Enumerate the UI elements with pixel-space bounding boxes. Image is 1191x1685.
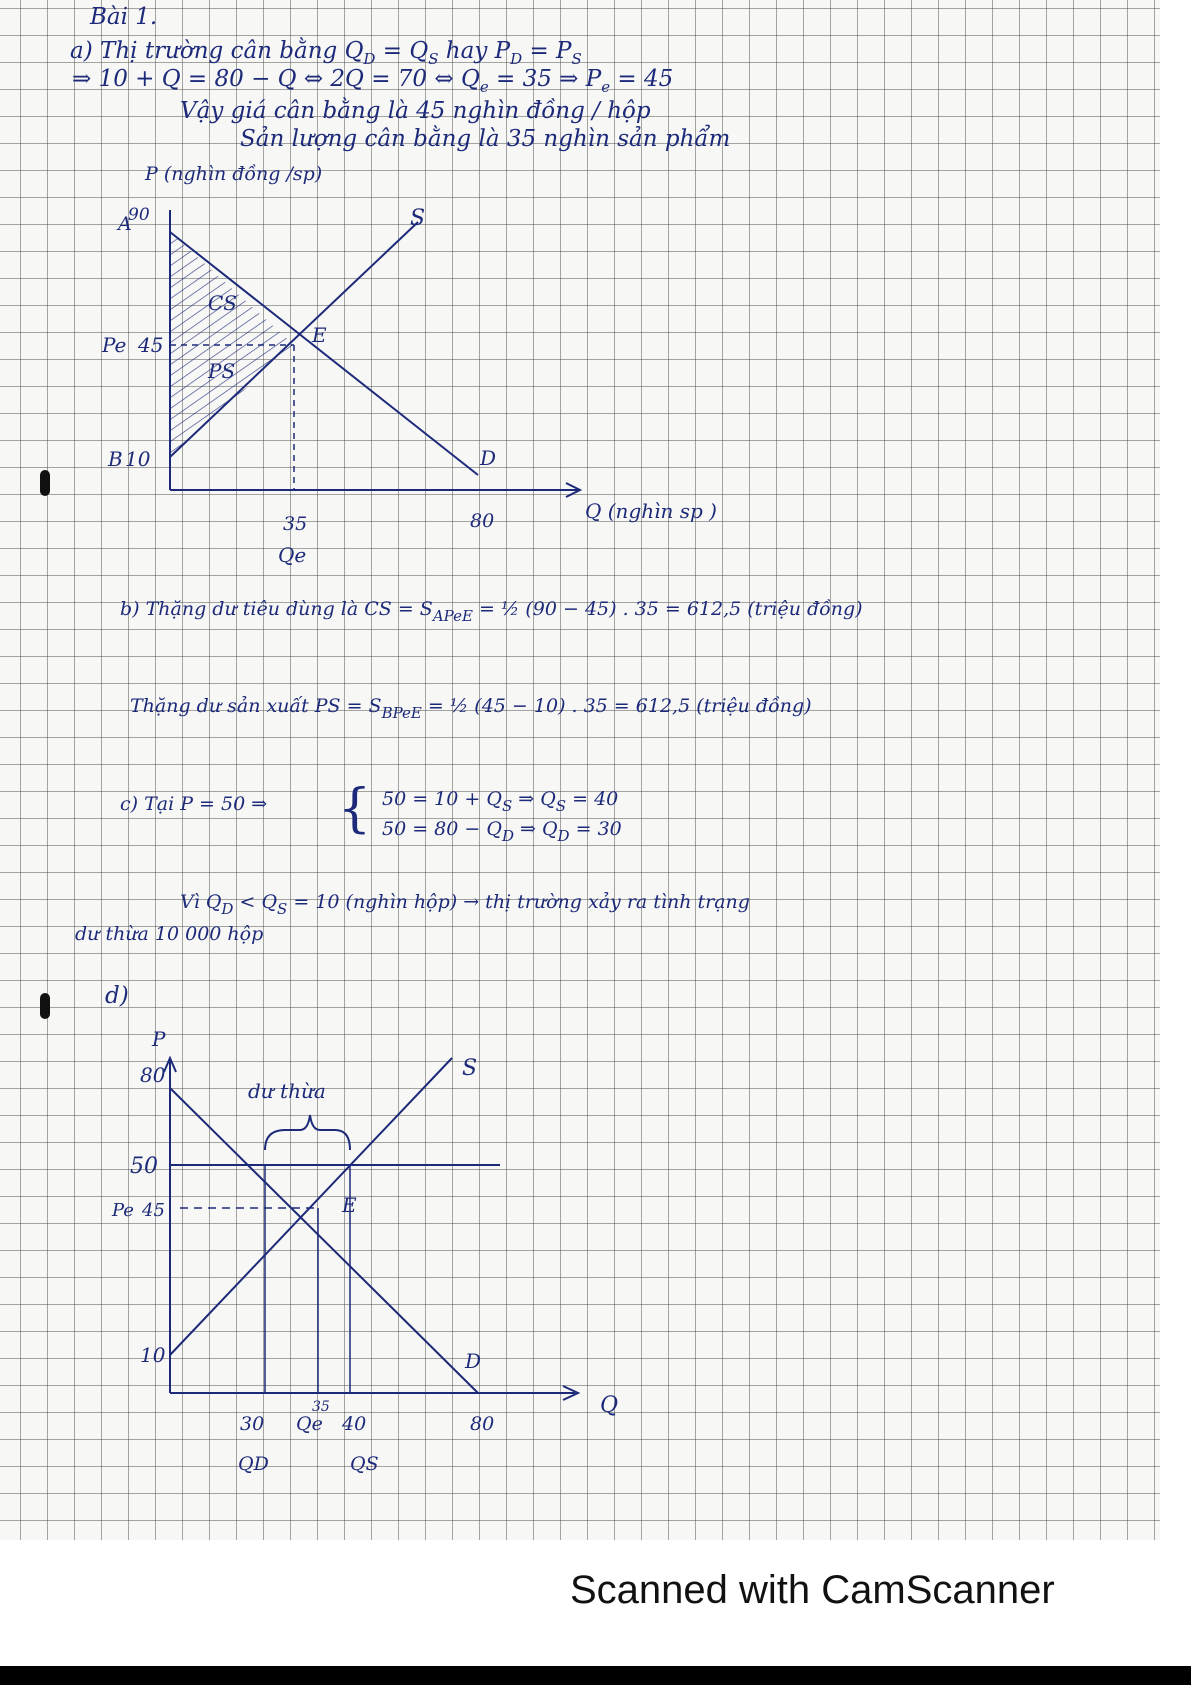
tick-80: 80 — [470, 510, 495, 532]
q-qe: Qe — [296, 1413, 323, 1435]
tick-45: 45 — [142, 1200, 165, 1221]
supply-label: S — [462, 1056, 478, 1081]
p-axis-label: P — [152, 1027, 166, 1051]
punch-hole — [40, 993, 50, 1019]
equilibrium-graph — [80, 150, 800, 570]
part-c-surplus: dư thừa 10 000 hộp — [75, 923, 264, 945]
demand-label: D — [480, 446, 497, 470]
surplus-brace — [265, 1115, 350, 1150]
part-a-price-conclusion: Vậy giá cân bằng là 45 nghìn đồng / hộp — [180, 98, 651, 124]
part-b-cs: b) Thặng dư tiêu dùng là CS = $S_{APeE}$ = ½ (90 − 45) . 35 = 612,5 (triệu đồng) — [120, 598, 863, 625]
tick-35: 35 — [283, 513, 308, 535]
part-c-intro: c) Tại P = 50 ⇒ — [120, 793, 268, 815]
tick-50: 50 — [130, 1154, 158, 1179]
system-brace: { — [338, 779, 372, 839]
q-30: 30 — [240, 1413, 265, 1435]
qd-label: QD — [238, 1453, 269, 1475]
scanner-watermark: Scanned with CamScanner — [570, 1568, 1055, 1612]
part-a-quantity-conclusion: Sản lượng cân bằng là 35 nghìn sản phẩm — [240, 126, 731, 152]
qe-label: Qe — [278, 543, 307, 567]
supply-label: S — [410, 206, 426, 231]
tick-80: 80 — [140, 1063, 166, 1087]
demand-label: D — [465, 1349, 482, 1373]
consumer-surplus-area — [170, 232, 294, 345]
tick-pe: Pe — [102, 333, 127, 357]
punch-hole — [40, 470, 50, 496]
ps-label: PS — [208, 359, 236, 383]
point-b-label: B — [108, 447, 123, 471]
cs-label: CS — [208, 291, 238, 315]
tick-45: 45 — [138, 333, 164, 357]
tick-10: 10 — [125, 447, 151, 471]
surplus-label: dư thừa — [248, 1079, 326, 1103]
bottom-bar — [0, 1666, 1191, 1685]
tick-pe: Pe — [112, 1200, 134, 1221]
tick-90: 90 — [128, 205, 150, 225]
price-floor-graph — [100, 1010, 640, 1490]
qs-label: QS — [350, 1453, 379, 1475]
equilibrium-label: E — [342, 1193, 357, 1217]
exercise-title: Bài 1. — [90, 4, 158, 30]
q-40: 40 — [342, 1413, 367, 1435]
equilibrium-label: E — [312, 323, 327, 347]
part-a-line1: a) Thị trường cân bằng $Q_D = Q_S$ hay $P_D = P_S$ — [70, 38, 582, 68]
part-c-conclusion: Vì $Q_D < Q_S = 10$ (nghìn hộp) → thị trường xảy ra tình trạng — [180, 891, 750, 918]
q-80: 80 — [470, 1413, 495, 1435]
p-axis-label: P (nghìn đồng /sp) — [145, 163, 323, 185]
q-axis-label: Q — [600, 1393, 619, 1418]
q-35: 35 — [312, 1399, 330, 1415]
part-c-supply-eq: $50 = 10 + Q_S$ ⇒ $Q_S = 40$ — [382, 788, 619, 815]
part-a-line2: ⇒ 10 + Q = 80 − Q ⇔ 2Q = 70 ⇔ $Q_e = 35$ ⇒ $P_e = 45$ — [72, 66, 674, 96]
part-c-demand-eq: $50 = 80 - Q_D$ ⇒ $Q_D = 30$ — [382, 818, 622, 845]
tick-10: 10 — [140, 1343, 166, 1367]
part-d-label: d) — [105, 983, 129, 1009]
q-axis-label: Q (nghìn sp ) — [585, 499, 717, 523]
demand-curve — [170, 1088, 478, 1393]
part-b-ps: Thặng dư sản xuất PS = $S_{BPeE}$ = ½ (45 − 10) . 35 = 612,5 (triệu đồng) — [130, 695, 812, 722]
point-a-label: A — [118, 213, 132, 235]
